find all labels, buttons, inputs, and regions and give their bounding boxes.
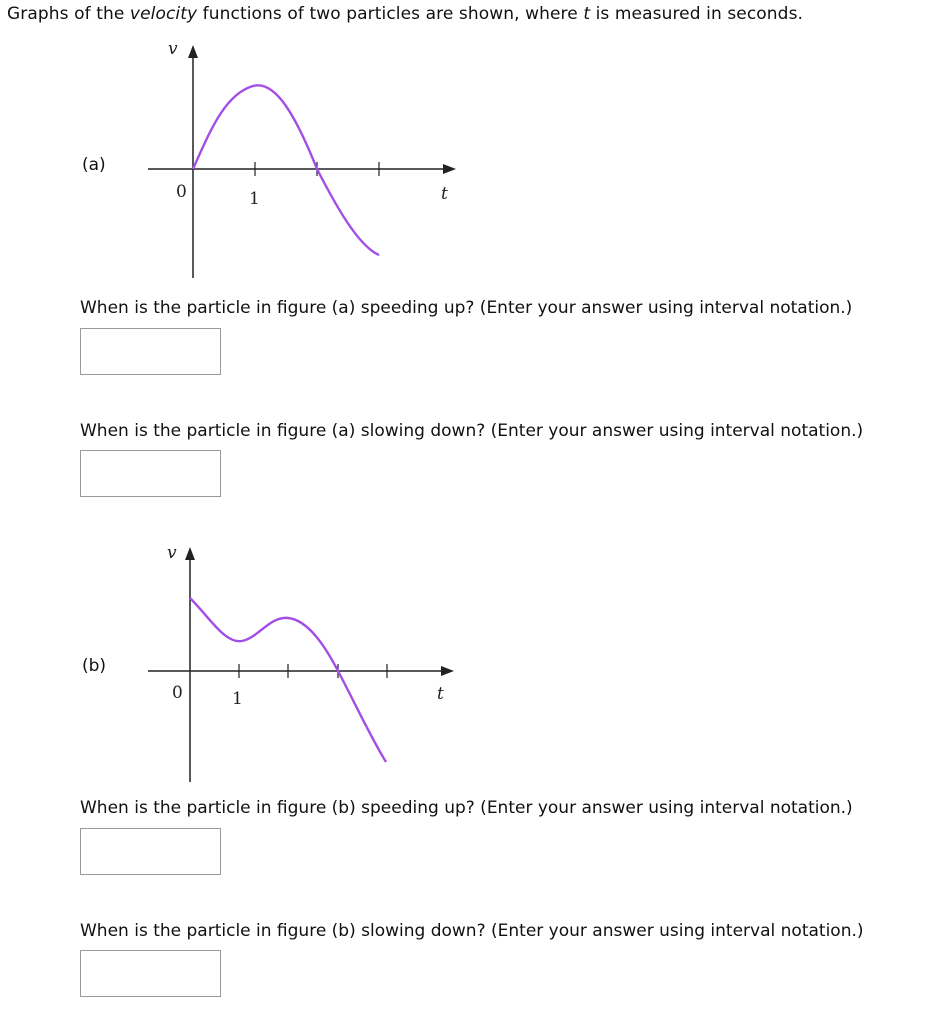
question-b-slowing-down: When is the particle in figure (b) slowing down? (Enter your answer using interval notation.) [80, 921, 864, 941]
figure-b-graph [130, 536, 470, 786]
answer-b-slowing-down-input[interactable] [80, 950, 221, 997]
figure-b-tick-label: 1 [232, 689, 243, 709]
intro-t: t [583, 4, 591, 24]
figure-a-label: (a) [82, 155, 106, 175]
question-a-slowing-down: When is the particle in figure (a) slowing down? (Enter your answer using interval notation.) [80, 421, 864, 441]
figure-b-t-label: t [437, 684, 444, 704]
intro-text-3: is measured in seconds. [590, 4, 804, 24]
intro-text-1: Graphs of the [7, 4, 130, 24]
figure-b-v-label: v [167, 543, 177, 563]
answer-a-slowing-down-input[interactable] [80, 450, 221, 497]
answer-b-speeding-up-input[interactable] [80, 828, 221, 875]
question-a-speeding-up: When is the particle in figure (a) speeding up? (Enter your answer using interval notation.) [80, 298, 853, 318]
figure-a-graph [130, 36, 470, 286]
figure-b-origin-label: 0 [172, 683, 183, 703]
figure-b-velocity-curve [190, 598, 386, 762]
figure-a-velocity-curve [193, 85, 379, 255]
figure-a-origin-label: 0 [176, 182, 187, 202]
figure-b-t-arrow [441, 666, 454, 676]
problem-intro [7, 4, 803, 24]
figure-b-label: (b) [82, 656, 107, 676]
question-b-speeding-up: When is the particle in figure (b) speeding up? (Enter your answer using interval notation.) [80, 798, 853, 818]
figure-a-v-arrow [188, 45, 198, 58]
intro-velocity: velocity [129, 4, 198, 24]
figure-a-t-arrow [443, 164, 456, 174]
figure-a-v-label: v [168, 39, 178, 59]
answer-a-speeding-up-input[interactable] [80, 328, 221, 375]
intro-text-2: functions of two particles are shown, where [197, 4, 584, 24]
figure-b-v-arrow [185, 547, 195, 560]
figure-a-t-label: t [441, 184, 448, 204]
figure-a-tick-label: 1 [249, 189, 260, 209]
